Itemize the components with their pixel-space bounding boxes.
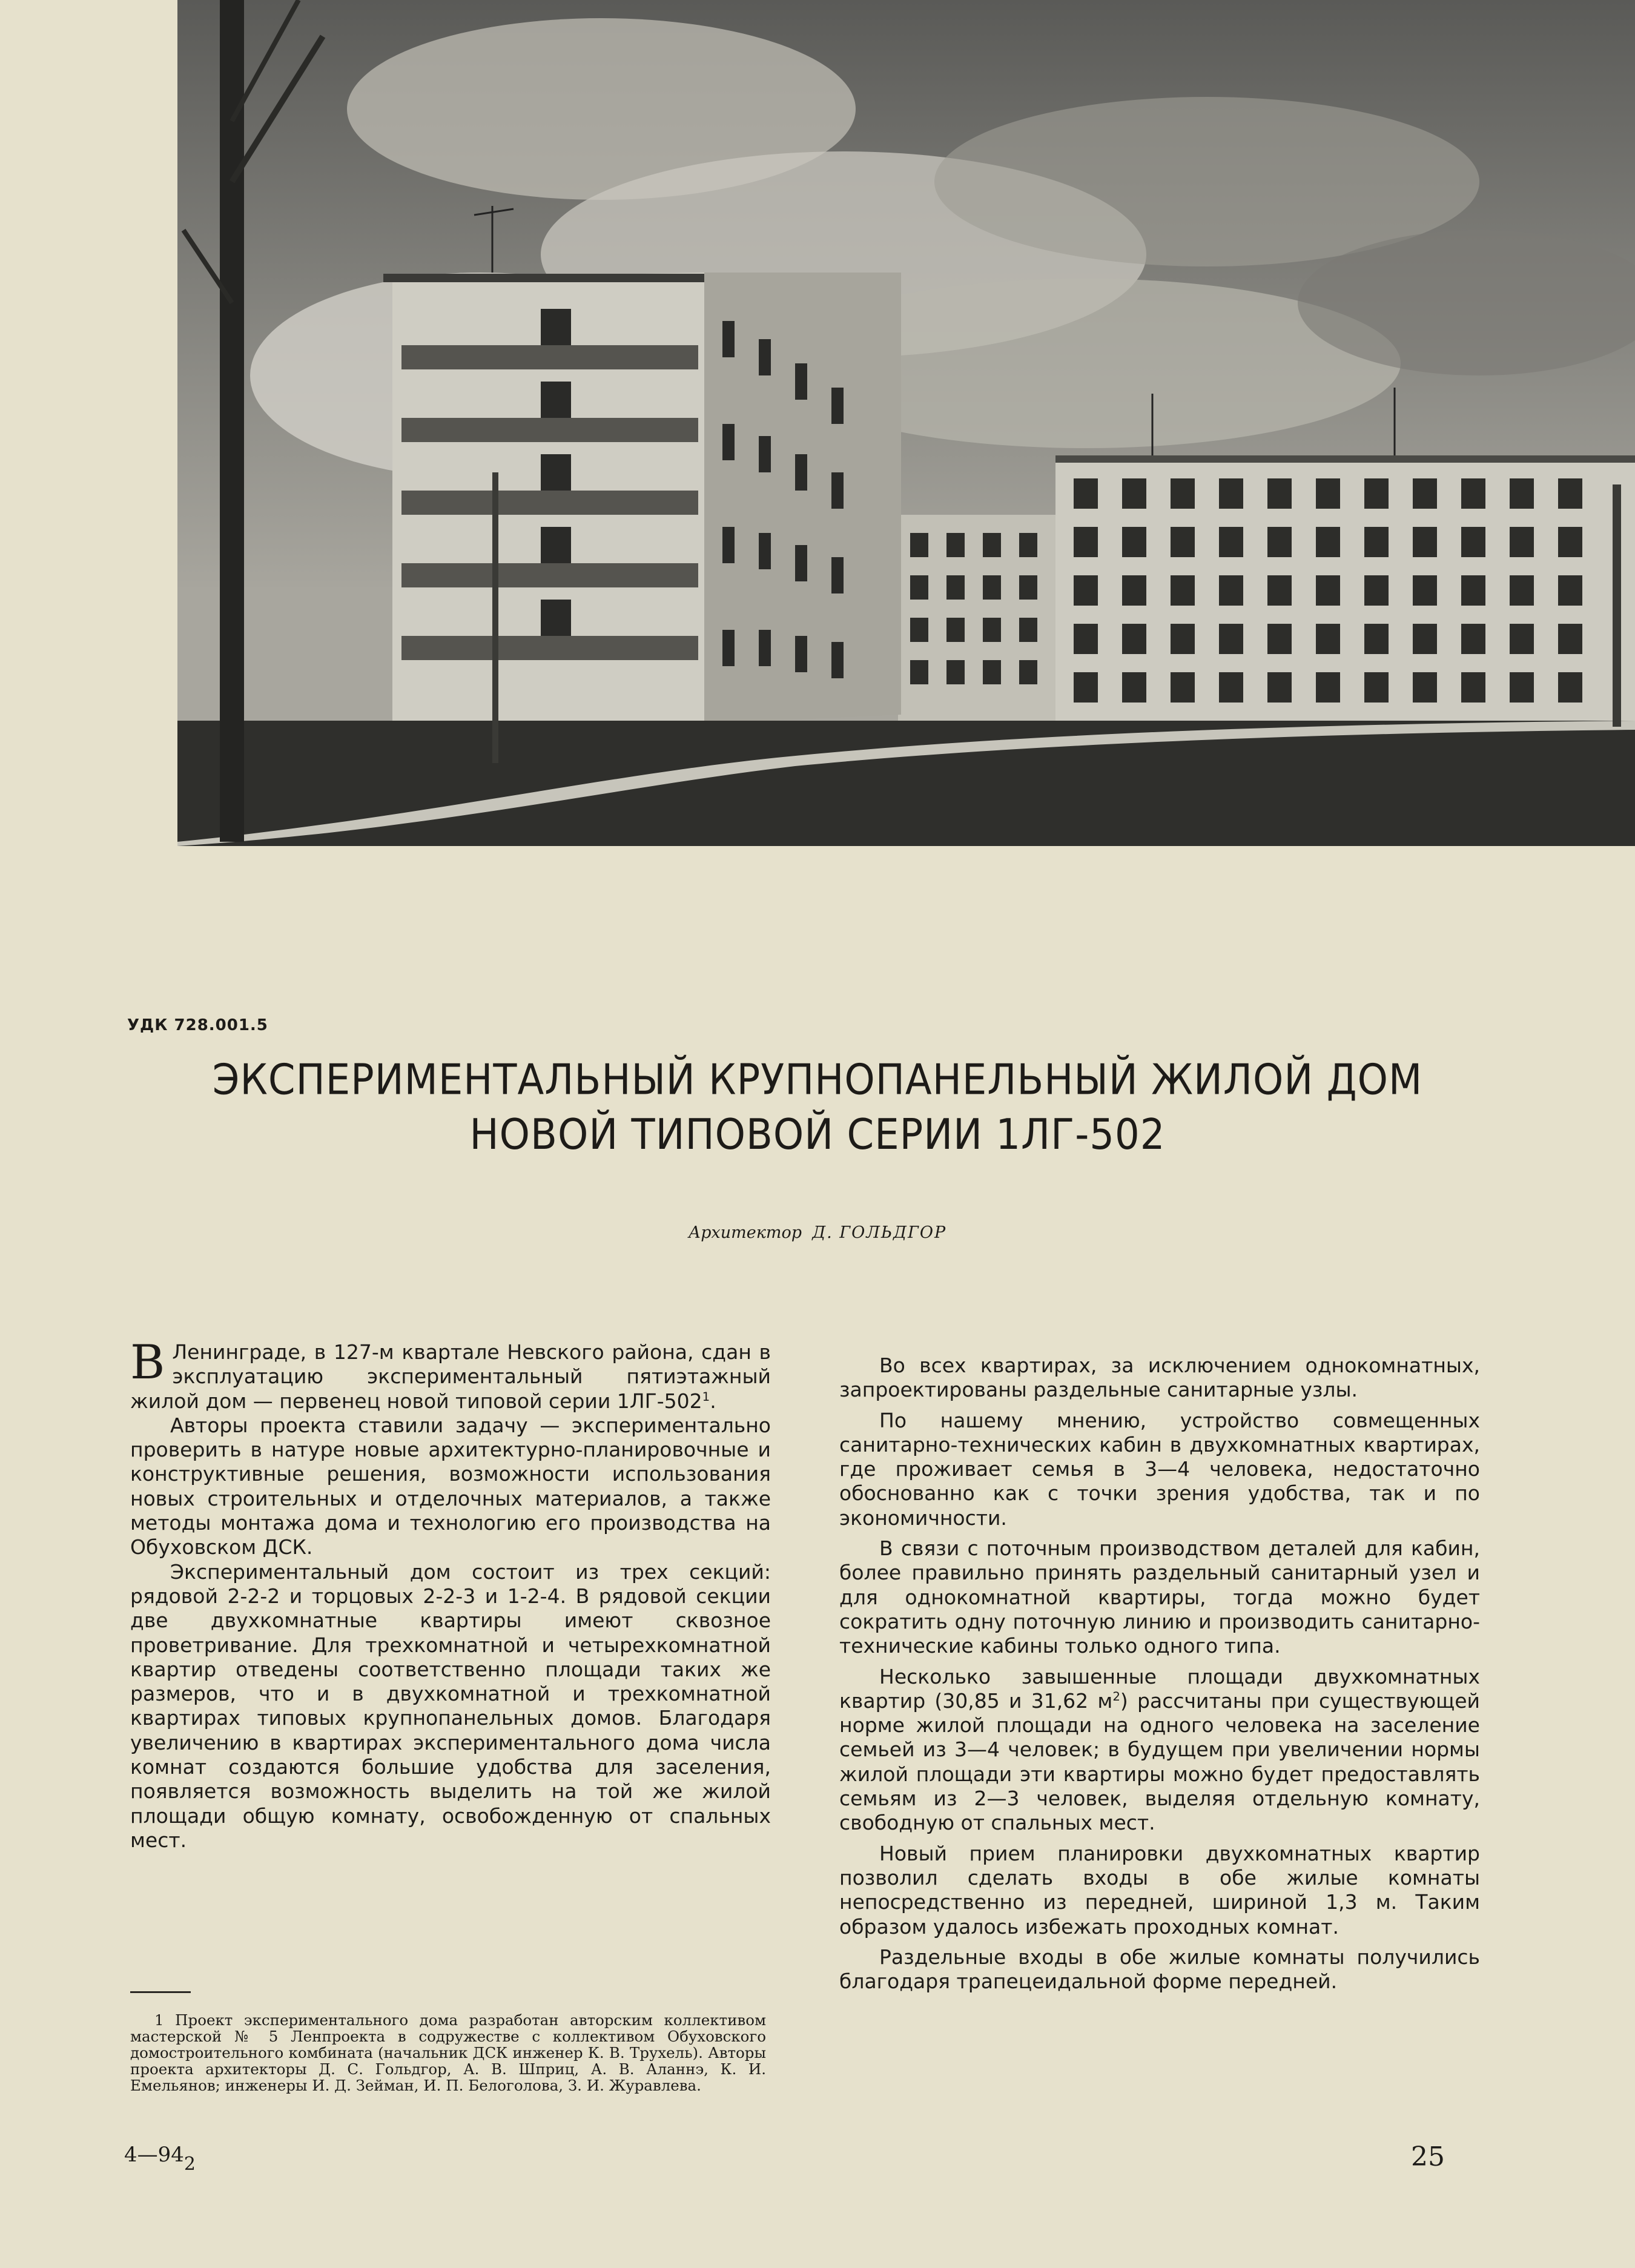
paragraph-7: Несколько завышенные площади двухкомнатных квартир (30,85 и 31,62 $м^2$) рассчитаны при существующей норме жилой площади на одного человека на заселение семьей из 3—4 человек; в будущем при увеличении нормы жилой площади эти квартиры можно будет предоставлять семьям из 2—3 человек, выделяя отдельную комнату, свободную от спальных мест. <box>839 1664 1480 1835</box>
paragraph-8: Новый прием планировки двухкомнатных квартир позволил сделать входы в обе жилые комнаты непосредственно из передней, шириной 1,3 м. Таким образом удалось избежать проходных комнат. <box>839 1841 1480 1939</box>
author-line <box>0 1223 1635 1242</box>
footnote-ref[interactable]: 1 <box>702 1389 710 1404</box>
paragraph-5: По нашему мнению, устройство совмещенных санитарно-технических кабин в двухкомнатных квартирах, где проживает семья в 3—4 человека, недостаточно обоснованно как с точки зрения удобства, так и по экономичности. <box>839 1408 1480 1530</box>
left-column <box>130 1335 771 1853</box>
photo-illustration <box>177 0 1635 846</box>
article-title <box>109 1053 1526 1162</box>
page-number: 25 <box>1411 2141 1445 2172</box>
footnote-marker: 1 <box>154 2011 164 2029</box>
title-line-2: НОВОЙ ТИПОВОЙ СЕРИИ 1ЛГ-502 <box>469 1111 1166 1160</box>
paragraph-3: Экспериментальный дом состоит из трех секций: рядовой 2-2-2 и торцовых 2-2-3 и 1-2-4. В рядовой секции две двухкомнатные квартиры имеют сквозное проветривание. Для трехкомнатной и четырехкомнатной квартир отведены соответственно площади таких же размеров, что и в двухкомнатной и трехкомнатной квартирах типовых крупнопанельных домов. Благодаря увеличению в квартирах экспериментального дома числа комнат создаются большие удобства для заселения, появляется возможность выделить на той же жилой площади общую комнату, освобожденную от спальных мест. <box>130 1559 771 1852</box>
udk-code: УДК 728.001.5 <box>127 1016 268 1034</box>
title-line-1: ЭКСПЕРИМЕНТАЛЬНЫЙ КРУПНОПАНЕЛЬНЫЙ ЖИЛОЙ ДОМ <box>212 1056 1423 1105</box>
right-column <box>839 1354 1480 2000</box>
author-role: Архитектор <box>688 1223 802 1242</box>
footnote-text: Проект экспериментального дома разработан авторским коллективом мастерской № 5 Ленпроекта в содружестве с коллективом Обуховского домостроительного комбината (начальник ДСК инженер К. В. Трухель). Авторы проекта архитекторы Д. С. Гольдгор, А. В. Шприц, А. В. Аланнэ, К. И. Емельянов; инженеры И. Д. Зейман, И. П. Белоголова, З. И. Журавлева. <box>130 2011 766 2094</box>
paragraph-4: Во всех квартирах, за исключением однокомнатных, запроектированы раздельные санитарные узлы. <box>839 1354 1480 1402</box>
footnote-divider <box>130 1991 191 1993</box>
paragraph-2: Авторы проекта ставили задачу — экспериментально проверить в натуре новые архитектурно-планировочные и конструктивные решения, возможности использования новых строительных и отделочных материалов, а также методы монтажа дома и технологию его производства на Обуховском ДСК. <box>130 1413 771 1559</box>
building-photo <box>177 0 1635 846</box>
printer-signature: $4—94_2$ <box>124 2143 196 2175</box>
author-name: Д. ГОЛЬДГОР <box>812 1223 947 1242</box>
footnote <box>130 2012 766 2094</box>
drop-cap: В <box>130 1335 165 1390</box>
paragraph-6: В связи с поточным производством деталей для кабин, более правильно принять раздельный санитарный узел и для однокомнатной квартиры, тогда можно будет сократить одну поточную линию и производить санитарно-технические кабины только одного типа. <box>839 1536 1480 1658</box>
paragraph-1: В Ленинграде, в 127-м квартале Невского района, сдан в эксплуатацию экспериментальный пятиэтажный жилой дом — первенец новой типовой серии $1ЛГ-502^1$. <box>130 1335 771 1413</box>
paragraph-9: Раздельные входы в обе жилые комнаты получились благодаря трапецеидальной форме передней. <box>839 1945 1480 1994</box>
